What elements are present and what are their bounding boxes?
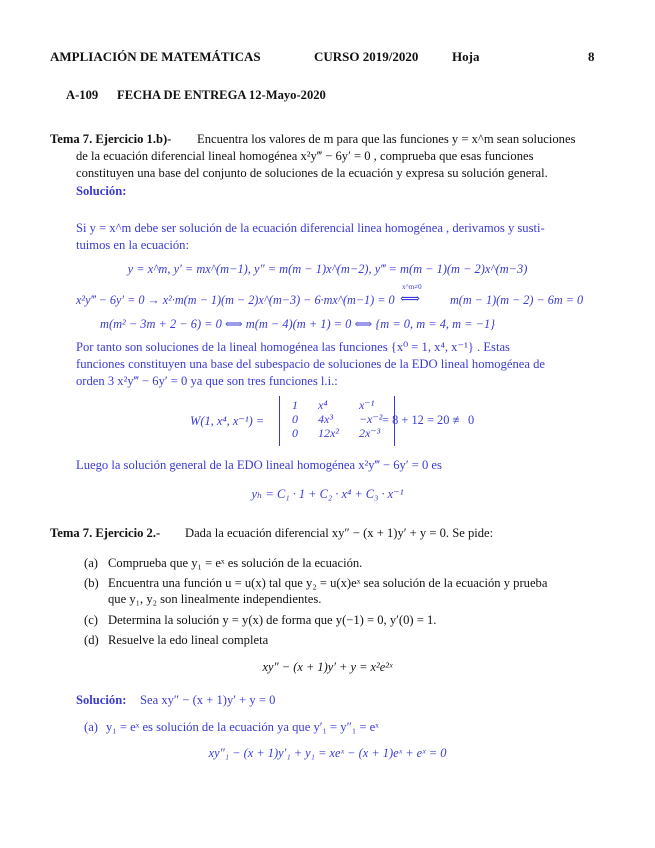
ex1-line3: constituyen una base del conjunto de soluciones de la ecuación y expresa su solución general.	[76, 166, 548, 180]
ex1-text2: funciones constituyen una base del subespacio de soluciones de la EDO lineal homogénea de	[76, 357, 545, 371]
wronskian-determinant	[279, 396, 395, 446]
sol-a-label: (a)	[84, 720, 98, 734]
determinant-row	[282, 412, 392, 426]
item-a-label: (a)	[84, 556, 98, 570]
determinant-cell: 2x⁻³	[358, 426, 381, 440]
determinant-cell: 0	[292, 426, 298, 440]
ex2-intro: Dada la ecuación diferencial xy″ − (x + 1)y′ + y = 0. Se pide:	[185, 526, 494, 540]
determinant-cell: −x⁻²	[358, 412, 383, 426]
deadline: FECHA DE ENTREGA 12-Mayo-2020	[117, 88, 326, 102]
sheet-label: Hoja	[452, 49, 480, 64]
ex2-solution-text: Sea xy″ − (x + 1)y′ + y = 0	[140, 693, 276, 707]
ex2-solution-label: Solución:	[76, 693, 127, 707]
sol-a-equation: xy″₁ − (x + 1)y′₁ + y₁ = xeˣ − (x + 1)eˣ + eˣ = 0	[208, 746, 447, 760]
determinant-cell: x⁴	[318, 398, 328, 412]
ex2-title: Tema 7. Ejercicio 2.-	[50, 526, 161, 540]
wronskian-result: = 8 + 12 = 20 ≢ 0	[382, 413, 475, 427]
general-solution-equation: yₕ = C₁ · 1 + C₂ · x⁴ + C₃ · x⁻¹	[251, 487, 404, 501]
item-d-label: (d)	[84, 633, 99, 647]
ex1-solution-label: Solución:	[76, 184, 127, 198]
page-number: 8	[588, 49, 595, 64]
ex1-sol-line2: tuimos en la ecuación:	[76, 238, 189, 252]
determinant-cell: 12x²	[318, 426, 339, 440]
ex1-title: Tema 7. Ejercicio 1.b)-	[50, 132, 172, 146]
iff-arrow-icon: ⟺	[400, 292, 421, 307]
derivatives-equation: y = x^m, y′ = mx^(m−1), y″ = m(m − 1)x^(m−2), y‴ = m(m − 1)(m − 2)x^(m−3)	[127, 262, 528, 276]
arrow-condition: x^m≠0	[402, 283, 422, 291]
wronskian-label: W(1, x⁴, x⁻¹) =	[190, 414, 265, 428]
ex1-line2: de la ecuación diferencial lineal homogénea x²y‴ − 6y′ = 0 , comprueba que esas funciones	[76, 149, 534, 163]
substitution-equation-left: x²y‴ − 6y′ = 0 → x²·m(m − 1)(m − 2)x^(m−3) − 6·mx^(m−1) = 0	[76, 293, 395, 307]
substitution-equation-right: m(m − 1)(m − 2) − 6m = 0	[450, 293, 584, 307]
sol-a-text: y₁ = eˣ es solución de la ecuación ya que y′₁ = y″₁ = eˣ	[106, 720, 379, 734]
item-b-text2: que y₁, y₂ son linealmente independientes.	[108, 592, 322, 606]
general-solution-text: Luego la solución general de la EDO lineal homogénea x²y‴ − 6y′ = 0 es	[76, 458, 442, 472]
determinant-row	[282, 426, 392, 440]
ex1-text3: orden 3 x²y‴ − 6y′ = 0 ya que son tres funciones l.i.:	[76, 374, 338, 388]
item-c-label: (c)	[84, 613, 98, 627]
ex1-sol-line1: Si y = x^m debe ser solución de la ecuación diferencial linea homogénea , derivamos y susti-	[76, 221, 545, 235]
determinant-cell: 4x³	[318, 412, 333, 426]
determinant-cell: x⁻¹	[358, 398, 375, 412]
course-year: CURSO 2019/2020	[314, 49, 419, 64]
item-c-text: Determina la solución y = y(x) de forma que y(−1) = 0, y′(0) = 1.	[108, 613, 437, 627]
complete-equation: xy″ − (x + 1)y′ + y = x²e²ˣ	[262, 660, 393, 674]
determinant-cell: 0	[292, 412, 298, 426]
item-a-text: Comprueba que y₁ = eˣ es solución de la ecuación.	[108, 556, 363, 570]
item-b-text: Encuentra una función u = u(x) tal que y₂ = u(x)eˣ sea solución de la ecuación y prueba	[108, 576, 548, 590]
item-d-text: Resuelve la edo lineal completa	[108, 633, 269, 647]
assignment-code: A-109	[66, 88, 99, 102]
item-b-label: (b)	[84, 576, 99, 590]
course-title: AMPLIACIÓN DE MATEMÁTICAS	[50, 49, 261, 64]
determinant-cell: 1	[292, 398, 298, 412]
roots-equation: m(m² − 3m + 2 − 6) = 0 ⟺ m(m − 4)(m + 1) = 0 ⟺ {m = 0, m = 4, m = −1}	[100, 317, 496, 331]
determinant-row	[282, 398, 392, 412]
ex1-text1: Por tanto son soluciones de la lineal homogénea las funciones {x⁰ = 1, x⁴, x⁻¹} . Estas	[76, 340, 510, 354]
ex1-line1: Encuentra los valores de m para que las funciones y = x^m sean soluciones	[197, 132, 576, 146]
